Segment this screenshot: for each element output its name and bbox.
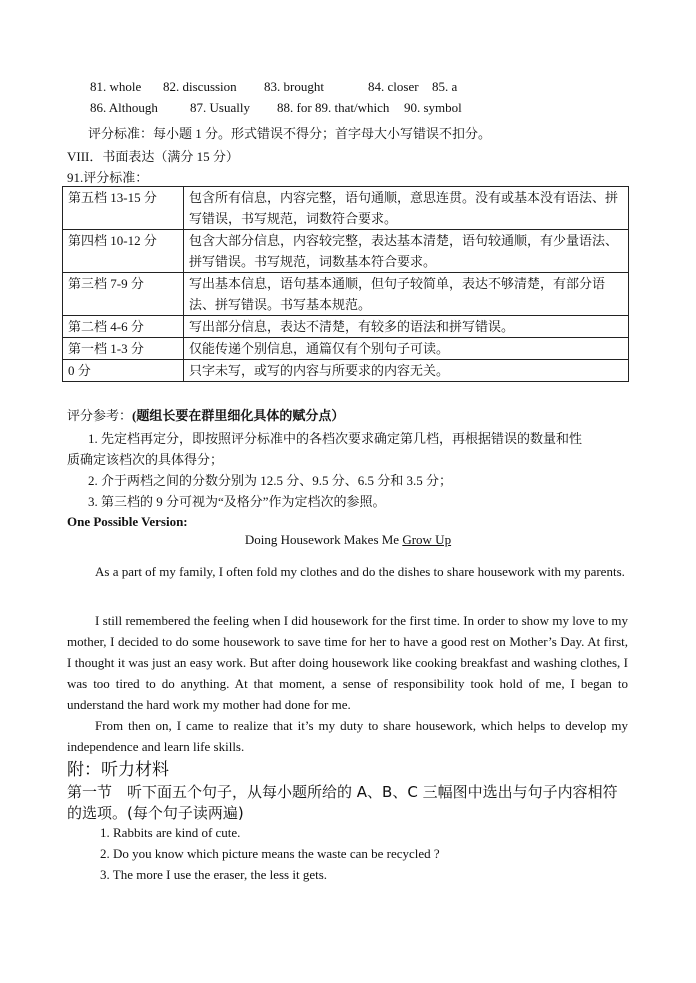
essay-text: I still remembered the feeling when I did housework for the first time. In order to show my love to my mother, I decided to do some housework to save time for her to have a good rest on Mother’s Day. At first, I thought it was just an easy work. But after doing housework like cooking breakfast and washing clothes, I was too tired to do anything. At that moment, a sense of responsibility took hold of me, I began to understand the hard work my mother had done for me. <box>67 613 628 712</box>
scoring-note: 评分标准：每小题 1 分。形式错误不得分；首字母大小写错误不扣分。 <box>88 126 492 141</box>
answer-83: 83. brought <box>264 79 324 94</box>
version-label: One Possible Version: <box>67 514 188 529</box>
answer-89: 89. that/which <box>315 100 390 115</box>
grade-level: 第四档 10-12 分 <box>63 230 184 273</box>
essay-paragraph-1 <box>67 561 628 582</box>
reference-item-1-cont: 质确定该档次的具体得分； <box>67 452 224 467</box>
table-row <box>63 316 629 338</box>
q91-label: 91.评分标准： <box>67 170 149 185</box>
answer-81: 81. whole <box>90 79 142 94</box>
answer-85: 85. a <box>432 79 458 94</box>
grading-table <box>62 186 629 382</box>
grade-level: 0 分 <box>63 360 184 382</box>
answer-90: 90. symbol <box>404 100 462 115</box>
table-row <box>63 187 629 230</box>
answer-87: 87. Usually <box>190 100 250 115</box>
appendix-heading: 附：听力材料 <box>67 760 169 780</box>
reference-item-1: 1. 先定档再定分，即按照评分标准中的各档次要求确定第几档，再根据错误的数量和性 <box>88 431 583 446</box>
essay-title <box>0 532 696 548</box>
listening-sentence-1: 1. Rabbits are kind of cute. <box>100 825 241 840</box>
table-row <box>63 360 629 382</box>
answer-82: 82. discussion <box>163 79 237 94</box>
grade-description: 只字未写，或写的内容与所要求的内容无关。 <box>184 360 629 382</box>
essay-title-main: Doing Housework Makes Me <box>244 532 403 547</box>
listening-sentence-2: 2. Do you know which picture means the waste can be recycled ? <box>100 846 440 861</box>
grade-level: 第三档 7-9 分 <box>63 273 184 316</box>
reference-item-2: 2. 介于两档之间的分数分别为 12.5 分、9.5 分、6.5 分和 3.5 分； <box>88 473 453 488</box>
reference-item-3: 3. 第三档的 9 分可视为“及格分”作为定档次的参照。 <box>88 494 386 509</box>
essay-paragraph-3 <box>67 715 628 757</box>
grade-level: 第五档 13-15 分 <box>63 187 184 230</box>
table-row <box>63 338 629 360</box>
section-viii-heading: VIII．书面表达（满分 15 分） <box>67 149 239 164</box>
grade-description: 写出部分信息，表达不清楚，有较多的语法和拼写错误。 <box>184 316 629 338</box>
reference-note: (题组长要在群里细化具体的赋分点） <box>132 408 345 423</box>
answer-86: 86. Although <box>90 100 158 115</box>
essay-text: As a part of my family, I often fold my clothes and do the dishes to share housework with my parents. <box>95 564 625 579</box>
essay-title-underlined: Grow Up <box>402 532 452 547</box>
table-row <box>63 230 629 273</box>
reference-heading <box>67 408 344 424</box>
grade-level: 第二档 4-6 分 <box>63 316 184 338</box>
grade-description: 包含大部分信息，内容较完整，表达基本清楚，语句较通顺，有少量语法、拼写错误。书写规范，词数基本符合要求。 <box>184 230 629 273</box>
grade-description: 仅能传递个别信息，通篇仅有个别句子可读。 <box>184 338 629 360</box>
section-1-instructions: 第一节 听下面五个句子，从每小题所给的 A、B、C 三幅图中选出与句子内容相符的选项。(每个句子读两遍) <box>67 783 618 822</box>
grade-description: 写出基本信息，语句基本通顺，但句子较简单，表达不够清楚，有部分语法、拼写错误。书写基本规范。 <box>184 273 629 316</box>
grade-level: 第一档 1-3 分 <box>63 338 184 360</box>
listening-sentence-3: 3. The more I use the eraser, the less it gets. <box>100 867 328 882</box>
answer-84: 84. closer <box>368 79 419 94</box>
essay-paragraph-2 <box>67 610 628 715</box>
essay-text: From then on, I came to realize that it’s my duty to share housework, which helps to develop my independence and learn life skills. <box>67 718 628 754</box>
answer-row-2 <box>90 100 630 116</box>
answer-row-1 <box>90 79 630 95</box>
table-row <box>63 273 629 316</box>
grade-description: 包含所有信息，内容完整，语句通顺，意思连贯。没有或基本没有语法、拼写错误，书写规范，词数符合要求。 <box>184 187 629 230</box>
answer-88: 88. for <box>277 100 312 115</box>
reference-label: 评分参考： <box>67 408 133 423</box>
